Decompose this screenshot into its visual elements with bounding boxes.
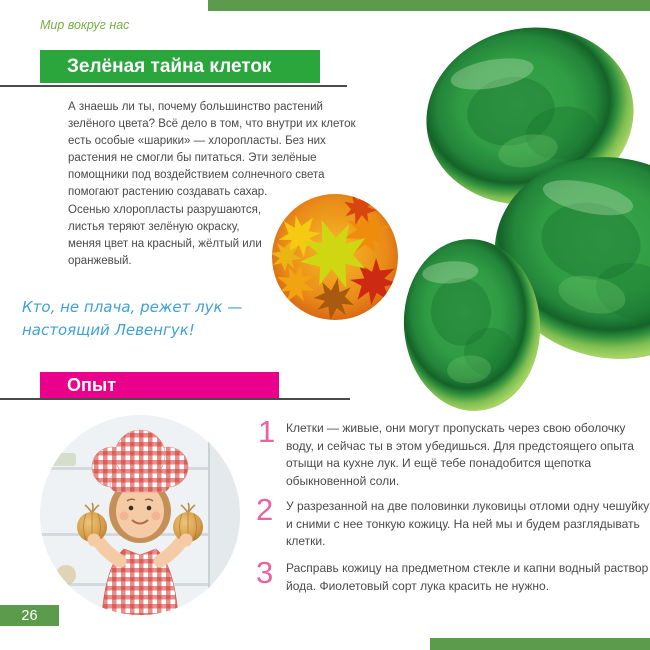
- divider-line-bottom: [0, 398, 350, 400]
- cell-right: [476, 136, 650, 381]
- cell-top: [412, 11, 647, 220]
- page-number-badge: [0, 605, 59, 626]
- step-2-number: 2: [256, 492, 274, 527]
- section-title-experiment: Опыт: [67, 374, 117, 395]
- handwritten-quote-line2: настоящий Левенгук!: [22, 321, 195, 339]
- step-1-number: 1: [258, 414, 276, 449]
- page-number: 26: [21, 607, 38, 624]
- paragraph-chloroplasts: А знаешь ли ты, почему большинство растений зелёного цвета? Всё дело в том, что внутри их клеток есть особые «шарики» — хлоропласты. Без них растения не смогли бы питаться. Эти зелёные помощники под воздействием солнечного света помогают растению создавать сахар.: [68, 101, 356, 198]
- handwritten-quote-line1: Кто, не плача, режет лук —: [22, 298, 243, 316]
- section-title-banner-cells: [40, 50, 320, 83]
- section-title-cells: Зелёная тайна клеток: [67, 55, 272, 77]
- handwritten-quote: [22, 296, 262, 342]
- step-2-text: У разрезанной на две половинки луковицы отломи одну чешуйку и сними с нее тонкую кожицу. На ней мы и будем разглядывать клетки.: [286, 499, 650, 548]
- running-head: Мир вокруг нас: [40, 18, 130, 32]
- step-1-text: Клетки — живые, они могут пропускать через свою оболочку воду, и сейчас ты в этом убедишься. Для предстоящего опыта отыщи на кухне лук. И ещё тебе понадобится щепотка обыкновенной соли.: [286, 421, 634, 488]
- step-3-number: 3: [256, 555, 274, 590]
- autumn-leaves-photo: [272, 194, 398, 320]
- step-3-text: Расправь кожицу на предметном стекле и капни водный раствор йода. Фиолетовый сорт лука красить не нужно.: [286, 561, 649, 593]
- top-decor-bar: [208, 0, 650, 11]
- divider-line-top: [0, 85, 347, 87]
- girl-with-onions-photo: [40, 415, 240, 615]
- section-title-banner-experiment: [40, 372, 279, 398]
- paragraph-autumn: Осенью хлоропласты разрушаются, листья теряют зелёную окраску, меняя цвет на красный, жёлтый или оранжевый.: [68, 204, 262, 267]
- cell-bottom: [398, 234, 546, 415]
- bottom-decor-bar: [430, 638, 650, 650]
